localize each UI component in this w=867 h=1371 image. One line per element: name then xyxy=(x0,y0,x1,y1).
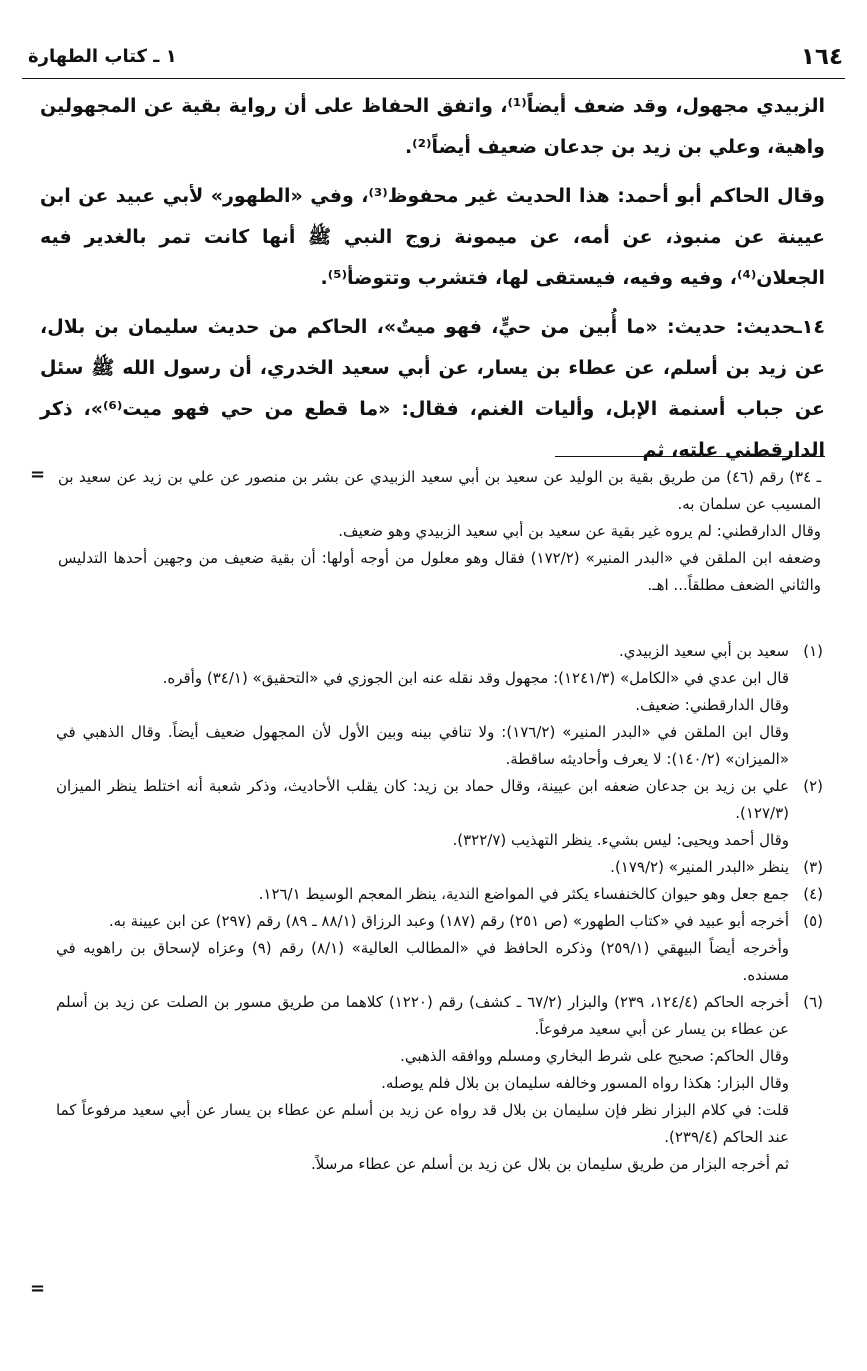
footnote-line: وقال الحاكم: صحيح على شرط البخاري ومسلم ووافقه الذهبي. xyxy=(400,1047,789,1065)
footnote-2 xyxy=(56,773,823,854)
footnote-line: جمع جعل وهو حيوان كالخنفساء يكثر في المواضع الندية، ينظر المعجم الوسيط ١٢٦/١. xyxy=(258,885,789,903)
footnote-line: قال ابن عدي في «الكامل» (١٢٤١/٣): مجهول وقد نقله عنه ابن الجوزي في «التحقيق» (٣٤/١) وأقره. xyxy=(162,669,789,687)
footnote-body xyxy=(56,638,789,773)
footnote-5 xyxy=(56,908,823,989)
footnote-line: وقال الدارقطني: ضعيف. xyxy=(635,696,789,714)
continued-footnote xyxy=(58,464,821,599)
footnote-6 xyxy=(56,989,823,1178)
footnote-separator xyxy=(555,456,825,457)
footnote-line: سعيد بن أبي سعيد الزبيدي. xyxy=(618,642,789,660)
footnote-number: (٤) xyxy=(803,885,823,903)
footnote-body xyxy=(56,989,789,1178)
hadith-heading: حديث: xyxy=(735,316,796,338)
footnote-line: قلت: في كلام البزار نظر فإن سليمان بن بلال قد رواه عن زيد بن أسلم عن عطاء بن يسار عن أبي سعيد مرفوعاً كما عند الحاكم (٢٣٩/٤). xyxy=(56,1101,789,1146)
footnote-number: (١) xyxy=(803,642,823,660)
footnote-number: (٣) xyxy=(803,858,823,876)
footnote-line: وقال ابن الملقن في «البدر المنير» (١٧٦/٢): ولا تنافي بينه وبين الأول لأن المجهول ضعيف أيضاً. وقال الذهبي في «الميزان» (١٤٠/٢): لا يعرف وأحاديثه ساقطة. xyxy=(56,723,789,768)
footnote-line: ثم أخرجه البزار من طريق سليمان بن بلال عن زيد بن أسلم عن عطاء مرسلاً. xyxy=(311,1155,789,1173)
main-text xyxy=(40,86,825,471)
footnote-body xyxy=(56,908,789,989)
footnote-body xyxy=(56,854,789,881)
footnote-line: وأخرجه أيضاً البيهقي (٢٥٩/١) وذكره الحافظ في «المطالب العالية» (٨/١) رقم (٩) وعزاه لإسحاق بن راهويه في مسنده. xyxy=(56,939,789,984)
footnote-1 xyxy=(56,638,823,773)
continuation-mark-bottom: = xyxy=(30,1278,46,1299)
continued-line: ـ ٣٤) رقم (٤٦) من طريق بقية بن الوليد عن سعيد بن أبي سعيد الزبيدي عن بشر بن منصور عن علي بن زيد عن سعيد بن المسيب عن سلمان به. xyxy=(58,468,822,513)
paragraph-3 xyxy=(40,307,825,471)
paragraph-1: الزبيدي مجهول، وقد ضعف أيضاً⁽¹⁾، واتفق الحفاظ على أن رواية بقية عن المجهولين واهية، وعلي بن زيد بن جدعان ضعيف أيضاً⁽²⁾. xyxy=(40,95,825,158)
footnote-body xyxy=(56,773,789,854)
paragraph-2: وقال الحاكم أبو أحمد: هذا الحديث غير محفوظ⁽³⁾، وفي «الطهور» لأبي عبيد عن ابن عيينة عن منبوذ، عن أمه، عن ميمونة زوج النبي ﷺ أنها كانت تمر بالغدير فيه الجعلان⁽⁴⁾، وفيه وفيه، فيستقى لها، فتشرب وتتوضأ⁽⁵⁾. xyxy=(40,185,825,289)
hadith-text: حديث: «ما أُبين من حيٍّ، فهو ميتٌ»، الحاكم من حديث سليمان بن بلال، عن زيد بن أسلم، عن عطاء بن يسار، عن أبي سعيد الخدري، أن رسول الله ﷺ سئل عن جباب أسنمة الإبل، وأليات الغنم، فقال: «ما قطع من حي فهو ميت⁽⁶⁾»، ذكر الدارقطني علته، ثم xyxy=(40,316,825,461)
footnote-line: وقال البزار: هكذا رواه المسور وخالفه سليمان بن بلال فلم يوصله. xyxy=(381,1074,789,1092)
footnote-line: علي بن زيد بن جدعان ضعفه ابن عيينة، وقال حماد بن زيد: كان يقلب الأحاديث، وذكر شعبة أنه اختلط ينظر الميزان (١٢٧/٣). xyxy=(56,777,789,822)
hadith-number: ١٤ـ xyxy=(795,316,825,338)
continued-line: وقال الدارقطني: لم يروه غير بقية عن سعيد بن أبي سعيد الزبيدي وهو ضعيف. xyxy=(338,522,821,540)
page-header xyxy=(22,38,845,79)
footnote-3 xyxy=(56,854,823,881)
footnote-line: ينظر «البدر المنير» (١٧٩/٢). xyxy=(610,858,789,876)
chapter-title: ١ ـ كتاب الطهارة xyxy=(28,46,177,67)
footnote-number: (٦) xyxy=(803,993,823,1011)
continuation-mark-top: = xyxy=(30,464,46,485)
continued-line: وضعفه ابن الملقن في «البدر المنير» (١٧٢/٢) فقال وهو معلول من أوجه أولها: أن بقية ضعيف من وجهين أحدها التدليس والثاني الضعف مطلقاً... اهـ. xyxy=(58,549,821,594)
footnote-number: (٥) xyxy=(803,912,823,930)
page-number: ١٦٤ xyxy=(800,44,843,70)
footnote-line: أخرجه الحاكم (١٢٤/٤، ٢٣٩) والبزار (٦٧/٢ ـ كشف) رقم (١٢٢٠) كلاهما من طريق مسور بن الصلت عن زيد بن أسلم عن عطاء بن يسار عن أبي سعيد مرفوعاً. xyxy=(56,993,789,1038)
footnote-body xyxy=(56,881,789,908)
footnote-number: (٢) xyxy=(803,777,823,795)
footnote-line: أخرجه أبو عبيد في «كتاب الطهور» (ص ٢٥١) رقم (١٨٧) وعبد الرزاق (٨٨/١ ـ ٨٩) رقم (٢٩٧) عن ابن عيينة به. xyxy=(108,912,789,930)
footnotes xyxy=(56,638,823,1178)
footnote-line: وقال أحمد ويحيى: ليس بشيء. ينظر التهذيب (٣٢٢/٧). xyxy=(452,831,789,849)
footnote-4 xyxy=(56,881,823,908)
